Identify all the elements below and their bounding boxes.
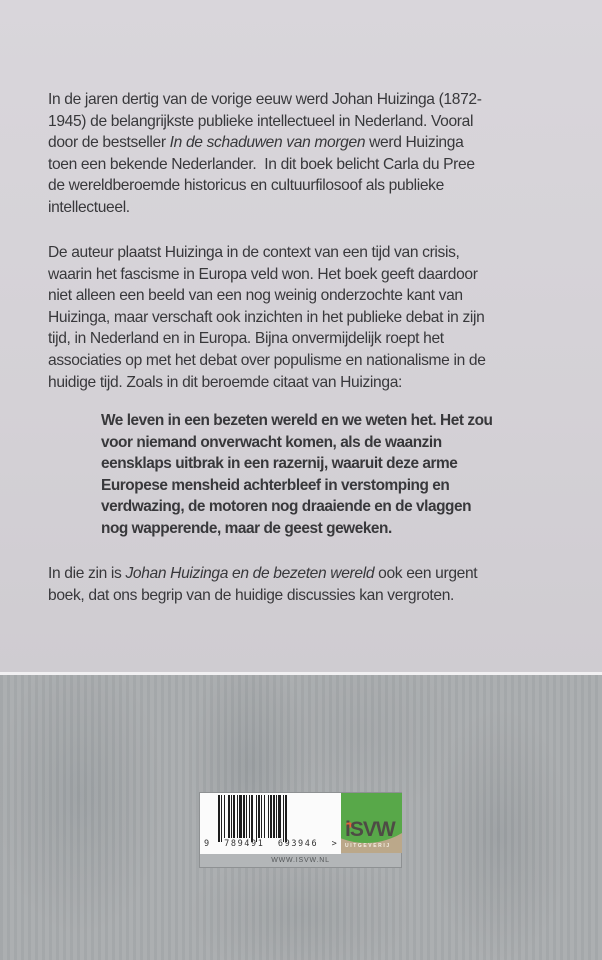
text-run: In die zin is [48,565,126,582]
text-run: werd Huizinga [365,134,464,152]
quote-line: We leven in een bezeten wereld en we weten het. Het zou [101,412,493,429]
isbn-number: 9 789491 693946 > [204,839,339,849]
barcode-icon [218,795,328,838]
blurb-paragraph-3 [48,563,568,606]
text-line: intellectueel. [48,198,130,216]
quote-line: eensklaps uitbrak in een razernij, waaruit deze arme [101,455,458,473]
huizinga-quote [101,410,602,540]
text-line: 1945) de belangrijkste publieke intellectueel in Nederland. Vooral [48,112,474,130]
text-line: Huizinga, maar verschaft ook inzichten in het publieke debat in zijn [48,308,485,326]
text-line: De auteur plaatst Huizinga in de context van een tijd van crisis, [48,244,460,261]
quote-line: nog wapperende, maar de geest geweken. [101,519,392,537]
text-run: door de bestseller [48,134,170,152]
book-title-italic: In de schaduwen van morgen [169,134,366,152]
barcode-label [199,792,402,868]
text-run: ook een urgent [374,565,478,582]
text-line: waarin het fascisme in Europa veld won. Het boek geeft daardoor [48,265,478,283]
publisher-logo [341,793,402,853]
text-line [48,132,568,154]
text-line: de wereldberoemde historicus en cultuurfilosoof als publieke [48,177,444,195]
text-line: associaties op met het debat over populisme en nationalisme in de [48,351,486,369]
quote-line: voor niemand onverwacht komen, als de waanzin [101,433,442,451]
publisher-url: WWW.ISVW.NL [271,857,330,864]
barcode-area [200,793,341,854]
publisher-subtitle: UITGEVERIJ [345,843,391,849]
text-line: niet alleen een beeld van een nog weinig onderzochte kant van [48,287,463,305]
quote-line: verdwazing, de motoren nog draaiende en de vlaggen [101,498,472,516]
blurb-paragraph-1 [48,89,568,219]
text-line [48,563,568,585]
book-title-italic: Johan Huizinga en de bezeten wereld [125,565,375,582]
blurb-paragraph-2 [48,242,568,393]
publisher-name: iSVW [345,818,395,841]
text-line: In de jaren dertig van de vorige eeuw werd Johan Huizinga (1872- [48,91,482,108]
quote-line: Europese mensheid achterbleef in verstomping en [101,476,450,494]
text-line: toen een bekende Nederlander. In dit boek belicht Carla du Pree [48,155,475,173]
text-line: tijd, in Nederland en in Europa. Bijna onvermijdelijk roept het [48,330,444,348]
text-line: huidige tijd. Zoals in dit beroemde citaat van Huizinga: [48,373,402,391]
text-line: boek, dat ons begrip van de huidige discussies kan vergroten. [48,586,455,604]
